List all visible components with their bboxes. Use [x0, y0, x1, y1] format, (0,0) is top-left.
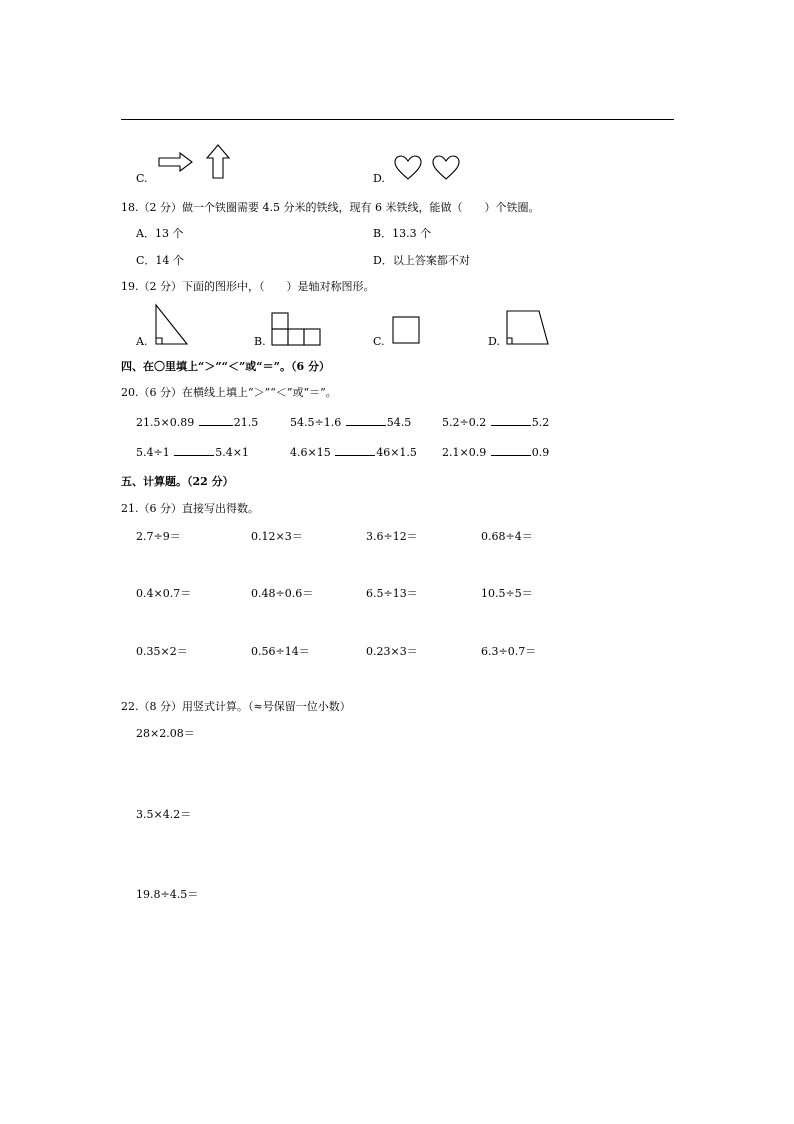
q22-item: 19.8÷4.5＝ — [136, 888, 199, 901]
q20-left: 2.1×0.9 — [442, 446, 487, 459]
q18-option-d: D．以上答案都不对 — [373, 254, 470, 267]
answer-blank[interactable] — [174, 444, 214, 456]
q21-item: 0.23×3＝ — [366, 645, 418, 658]
q19-option-d-label: D. — [488, 335, 500, 348]
q22-item: 3.5×4.2＝ — [136, 808, 192, 821]
q20-item — [136, 414, 258, 429]
squares-composite-shape — [271, 312, 323, 346]
q22-item: 28×2.08＝ — [136, 727, 195, 740]
q20-right: 5.4×1 — [215, 446, 249, 459]
q21-item: 0.68÷4＝ — [481, 530, 533, 543]
q20-left: 4.6×15 — [290, 446, 331, 459]
q20-item — [442, 444, 549, 459]
q20-right: 21.5 — [233, 416, 259, 429]
q20-item — [290, 414, 411, 429]
answer-blank[interactable] — [491, 414, 531, 426]
q21-stem: 21.（6 分）直接写出得数。 — [121, 502, 259, 515]
right-trapezoid-shape — [506, 310, 550, 346]
answer-blank[interactable] — [491, 444, 531, 456]
header-rule — [121, 119, 674, 120]
q21-item: 0.12×3＝ — [251, 530, 303, 543]
q20-right: 54.5 — [386, 416, 412, 429]
q20-item — [290, 444, 417, 459]
q19-option-c-label: C. — [373, 335, 385, 348]
square-shape — [392, 316, 420, 344]
heart-shape — [432, 155, 460, 181]
q18-stem: 18.（2 分）做一个铁圈需要 4.5 分米的铁线，现有 6 米铁线，能做（ ）个铁圈。 — [121, 201, 540, 214]
q22-stem: 22.（8 分）用竖式计算。（≈号保留一位小数） — [121, 700, 351, 713]
q19-option-a-label: A. — [136, 335, 148, 348]
q21-item: 3.6÷12＝ — [366, 530, 418, 543]
q20-left: 5.4÷1 — [136, 446, 170, 459]
q20-stem: 20.（6 分）在横线上填上“＞”“＜”或“＝”。 — [121, 386, 337, 399]
q21-item: 0.48÷0.6＝ — [251, 587, 314, 600]
heart-shape — [394, 155, 422, 181]
q20-left: 5.2÷0.2 — [442, 416, 487, 429]
q20-right: 46×1.5 — [376, 446, 417, 459]
q19-stem: 19.（2 分）下面的图形中，（ ）是轴对称图形。 — [121, 280, 375, 293]
q18-option-a: A．13 个 — [136, 227, 184, 240]
q21-item: 6.5÷13＝ — [366, 587, 418, 600]
up-arrow-shape — [206, 144, 230, 180]
q17-option-c-label: C. — [136, 172, 148, 185]
section-4-heading: 四、在〇里填上“＞”“＜”或“＝”。（6 分） — [121, 360, 330, 373]
q21-item: 6.3÷0.7＝ — [481, 645, 537, 658]
q21-item: 2.7÷9＝ — [136, 530, 181, 543]
answer-blank[interactable] — [335, 444, 375, 456]
section-5-heading: 五、计算题。（22 分） — [121, 475, 234, 488]
q21-item: 10.5÷5＝ — [481, 587, 533, 600]
q21-item: 0.56÷14＝ — [251, 645, 310, 658]
q20-right: 5.2 — [531, 416, 550, 429]
q19-option-b-label: B. — [254, 335, 266, 348]
q21-item: 0.4×0.7＝ — [136, 587, 192, 600]
q20-right: 0.9 — [531, 446, 550, 459]
q20-item — [442, 414, 549, 429]
q21-item: 0.35×2＝ — [136, 645, 188, 658]
right-arrow-shape — [158, 152, 194, 172]
q17-option-d-label: D. — [373, 172, 385, 185]
answer-blank[interactable] — [199, 414, 233, 426]
q20-item — [136, 444, 249, 459]
q18-option-b: B．13.3 个 — [373, 227, 432, 240]
q20-left: 21.5×0.89 — [136, 416, 195, 429]
answer-blank[interactable] — [346, 414, 386, 426]
q18-option-c: C．14 个 — [136, 254, 184, 267]
q20-left: 54.5÷1.6 — [290, 416, 342, 429]
right-triangle-shape — [155, 304, 189, 346]
